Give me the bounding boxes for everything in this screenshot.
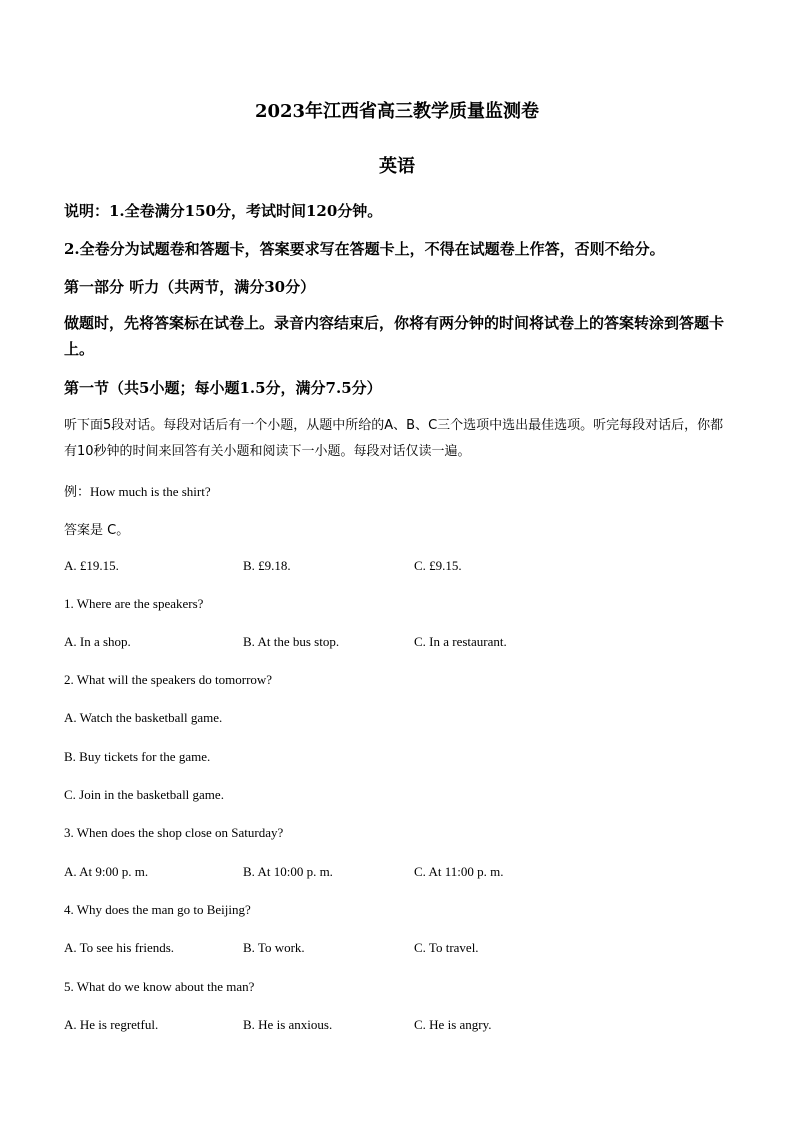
question-5: 5. What do we know about the man? xyxy=(64,979,255,994)
part1-instruction: 做题时，先将答案标在试卷上。录音内容结束后，你将有两分钟的时间将试卷上的答案转涂到答题卡上。 xyxy=(64,314,725,358)
question-1-option-c: C. In a restaurant. xyxy=(414,634,507,649)
instruction-note-1: 说明：1.全卷满分150分，考试时间120分钟。 xyxy=(64,202,383,220)
section1-directions: 听下面5段对话。每段对话后有一个小题，从题中所给的A、B、C三个选项中选出最佳选项。听完每段对话后，你都有10秒钟的时间来回答有关小题和阅读下一小题。每段对话仅读一遍。 xyxy=(64,418,724,459)
example-option-c: C. £9.15. xyxy=(414,558,462,573)
question-2-option-a: A. Watch the basketball game. xyxy=(64,710,223,725)
exam-title: 2023年江西省高三教学质量监测卷 xyxy=(254,101,540,122)
question-3: 3. When does the shop close on Saturday? xyxy=(64,825,284,840)
question-2: 2. What will the speakers do tomorrow? xyxy=(64,672,273,687)
question-5-option-b: B. He is anxious. xyxy=(243,1017,333,1032)
part1-heading: 第一部分 听力（共两节，满分30分） xyxy=(64,278,316,296)
question-1: 1. Where are the speakers? xyxy=(64,596,204,611)
question-3-option-b: B. At 10:00 p. m. xyxy=(243,864,333,879)
example-option-a: A. £19.15. xyxy=(64,558,119,573)
question-2-option-b: B. Buy tickets for the game. xyxy=(64,749,211,764)
question-3-option-c: C. At 11:00 p. m. xyxy=(414,864,504,879)
question-5-option-a: A. He is regretful. xyxy=(64,1017,159,1032)
question-4-option-b: B. To work. xyxy=(243,940,305,955)
section1-heading: 第一节（共5小题；每小题1.5分，满分7.5分） xyxy=(64,379,382,397)
subject-title: 英语 xyxy=(379,156,415,177)
question-4-option-c: C. To travel. xyxy=(414,940,479,955)
question-3-option-a: A. At 9:00 p. m. xyxy=(64,864,149,879)
example-answer: 答案是 C。 xyxy=(64,523,130,538)
question-1-option-a: A. In a shop. xyxy=(64,634,131,649)
question-4: 4. Why does the man go to Beijing? xyxy=(64,902,251,917)
example-option-b: B. £9.18. xyxy=(243,558,291,573)
instruction-note-2: 2.全卷分为试题卷和答题卡，答案要求写在答题卡上，不得在试题卷上作答，否则不给分。 xyxy=(64,240,665,258)
question-1-option-b: B. At the bus stop. xyxy=(243,634,340,649)
question-2-option-c: C. Join in the basketball game. xyxy=(64,787,224,802)
example-question: 例：How much is the shirt? xyxy=(64,484,211,499)
question-5-option-c: C. He is angry. xyxy=(414,1017,492,1032)
question-4-option-a: A. To see his friends. xyxy=(64,940,175,955)
